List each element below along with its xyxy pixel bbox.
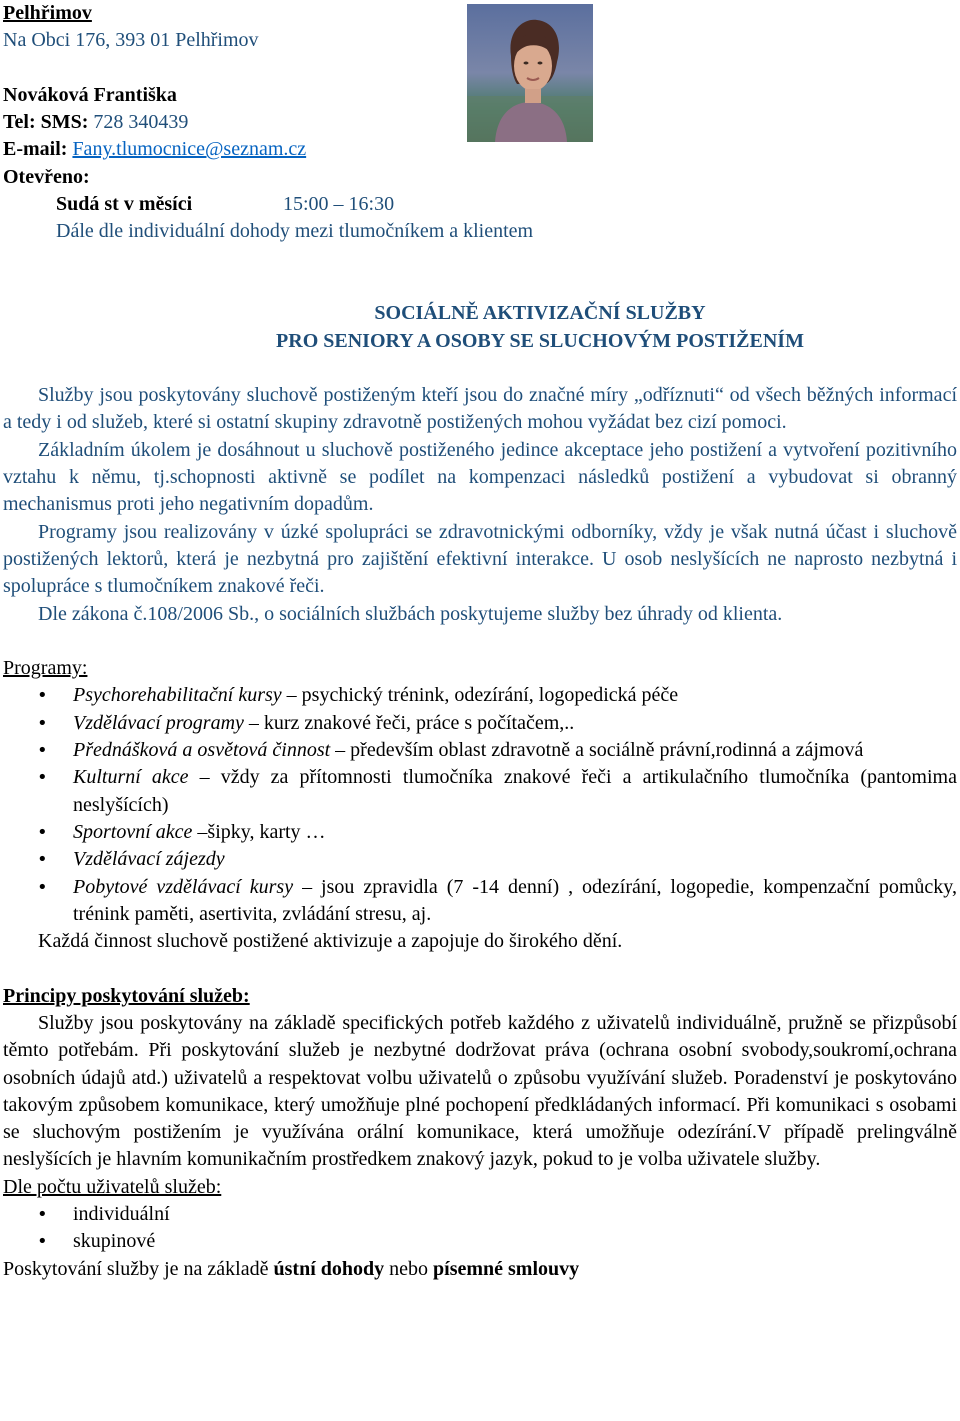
document-page [3, 0, 957, 1283]
count-heading: Dle počtu uživatelů služeb: [3, 1175, 222, 1198]
agreement-oral: ústní dohody [273, 1257, 385, 1280]
hours-day: Sudá st v měsíci [56, 193, 193, 216]
tel-value: 728 340439 [93, 111, 189, 134]
program-name: Vzdělávací zájezdy [73, 848, 225, 871]
programs-footer: Každá činnost sluchově postižené aktivizuje a zapojuje do širokého dění. [38, 930, 623, 953]
program-name: Pobytové vzdělávací kursy [73, 875, 294, 898]
program-desc: – především oblast zdravotně a sociálně právní,rodinná a zájmová [330, 739, 864, 762]
hours-note: Dále dle individuální dohody mezi tlumočníkem a klientem [56, 220, 534, 243]
hours-time: 15:00 – 16:30 [283, 193, 395, 216]
programs-heading: Programy: [3, 657, 88, 680]
list-item [3, 846, 957, 873]
principles-text: Služby jsou poskytovány na základě specifických potřeb každého z uživatelů individuálně, pružně se přizpůsobí těmto potřebám. Při poskytování služeb je nezbytné dodržovat práva (ochrana osobní svobody,soukromí,ochrana osobních údajů atd.) uživatelů a respektovat volbu uživatelů o způsobu využívání služeb. Poradenství je poskytováno takovým způsobem komunikace, který umožňuje plné pochopení předkládaných informací. Při komunikaci s osobami se sluchovým postižením je využívána orální komunikace, která umožňuje odezírání.V případě prelingválně neslyšících je hlavním komunikačním prostředkem znakový jazyk, pokud to je volba uživatele služby. [3, 1011, 957, 1171]
list-item [3, 737, 957, 764]
city-heading: Pelhřimov [3, 2, 92, 24]
program-desc: – kurz znakové řeči, práce s počítačem,.. [243, 711, 575, 734]
programs-list [3, 682, 957, 928]
agreement-written: písemné smlouvy [433, 1257, 580, 1280]
list-item [3, 819, 957, 846]
list-item [3, 710, 957, 737]
agreement-line [3, 1256, 957, 1283]
intro-paragraph-3: Programy jsou realizovány v úzké spolupráci se zdravotnickými odborníky, vždy je však nutná účast i sluchově postižených lektorů, která je nezbytná pro zajištění efektivní interakce. U osob neslyšících ne naprosto nezbytná i spolupráce s tlumočníkem znakové řeči. [3, 520, 957, 598]
list-item [3, 764, 957, 819]
contact-photo [467, 4, 593, 142]
list-item: • skupinové [3, 1228, 957, 1255]
program-name: Vzdělávací programy [73, 711, 244, 734]
program-desc: – vždy za přítomnosti tlumočníka znakové řeči a artikulačního tlumočníka (pantomima neslyšících) [73, 766, 957, 816]
program-desc: – psychický trénink, odezírání, logopedická péče [281, 684, 679, 707]
program-desc: –šipky, karty … [192, 820, 326, 843]
program-name: Sportovní akce [73, 820, 193, 843]
contact-name: Nováková Františka [3, 83, 177, 106]
section-title [3, 300, 957, 355]
intro-paragraph-1: Služby jsou poskytovány sluchově postiženým kteří jsou do značné míry „odříznuti“ od všech běžných informací a tedy i od služeb, které si ostatní skupiny zdravotně postižených mohou vyžádat bez cizí pomoci. [3, 384, 957, 434]
program-name: Přednášková a osvětová činnost [73, 739, 331, 762]
tel-label: Tel: SMS: [3, 111, 89, 134]
address: Na Obci 176, 393 01 Pelhřimov [3, 29, 259, 52]
program-name: Psychorehabilitační kursy [73, 684, 282, 707]
intro-paragraph-2: Základním úkolem je dosáhnout u sluchově postiženého jedince akceptace jeho postižení a vytvoření pozitivního vztahu k němu, tj.schopnosti aktivně se podílet na kompenzaci následků postižení a vybudovat si obranný mechanismus proti jeho negativním dopadům. [3, 438, 957, 516]
list-item [3, 874, 957, 929]
list-item [3, 682, 957, 709]
open-label: Otevřeno: [3, 165, 90, 188]
email-label: E-mail: [3, 138, 68, 161]
count-list [3, 1201, 957, 1256]
email-link[interactable]: Fany.tlumocnice@seznam.cz [72, 138, 307, 161]
program-name: Kulturní akce [73, 766, 189, 789]
agreement-text: Poskytování služby je na základě [3, 1257, 274, 1280]
title-line-1: SOCIÁLNĚ AKTIVIZAČNÍ SLUŽBY [374, 302, 706, 325]
program-desc: – jsou zpravidla (7 -14 denní) , odezírání, logopedie, kompenzační pomůcky, trénink paměti, asertivita, zvládání stresu, aj. [73, 875, 958, 925]
agreement-or: nebo [384, 1257, 434, 1280]
principles-heading: Principy poskytování služeb: [3, 984, 250, 1007]
list-item: • individuální [3, 1201, 957, 1228]
intro-paragraph-4: Dle zákona č.108/2006 Sb., o sociálních službách poskytujeme služby bez úhrady od klienta. [38, 602, 783, 625]
title-line-2: PRO SENIORY A OSOBY SE SLUCHOVÝM POSTIŽENÍM [276, 329, 804, 352]
